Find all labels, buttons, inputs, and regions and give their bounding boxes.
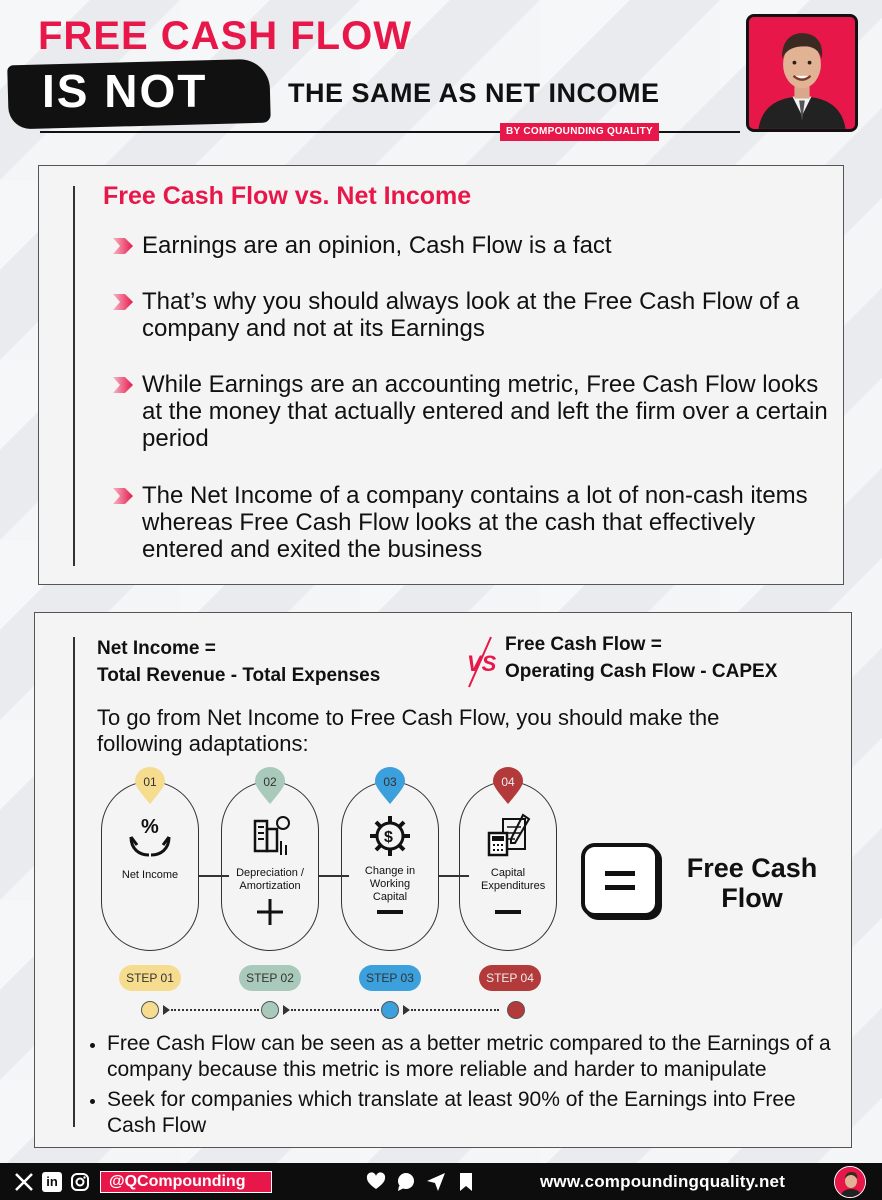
- step-number: 04: [501, 775, 515, 789]
- author-portrait-icon: [835, 1167, 866, 1198]
- byline-badge: BY COMPOUNDING QUALITY: [500, 123, 659, 141]
- percent-hands-icon: [127, 813, 173, 859]
- adaptation-section: [34, 612, 852, 1148]
- section-accent-line: [73, 637, 75, 1127]
- list-item-text: While Earnings are an accounting metric, Free Cash Flow looks at the money that actually entered and left the firm over a certain period: [142, 371, 828, 452]
- svg-text:$: $: [384, 829, 393, 846]
- step-label: Change in Working Capital: [364, 865, 416, 903]
- step-pill: STEP 01: [119, 965, 181, 991]
- section-accent-line: [73, 186, 75, 566]
- step-label: Capital Expenditures: [481, 867, 546, 892]
- social-handle[interactable]: @QCompounding: [100, 1171, 272, 1193]
- step-label: Depreciation / Amortization: [236, 867, 304, 892]
- svg-text:%: %: [141, 816, 159, 838]
- x-twitter-icon[interactable]: [14, 1172, 34, 1192]
- equals-bar: [605, 885, 635, 890]
- timeline-dot: [507, 1001, 525, 1019]
- timeline-arrow: [283, 1005, 290, 1015]
- equals-icon: [581, 843, 659, 917]
- title-highlight: IS NOT: [42, 65, 208, 117]
- step-label: Net Income: [121, 869, 179, 881]
- arrow-bullet-icon: [113, 294, 133, 310]
- list-item: [113, 371, 833, 452]
- list-item-text: Earnings are an opinion, Cash Flow is a fact: [142, 232, 612, 259]
- calculator-document-icon: [485, 813, 531, 859]
- section-title: Free Cash Flow vs. Net Income: [103, 182, 472, 210]
- equals-bar: [605, 871, 635, 876]
- vs-label: VS: [467, 651, 497, 676]
- step-pill: STEP 03: [359, 965, 421, 991]
- free-cash-flow-formula: [505, 631, 777, 685]
- timeline-line: [411, 1009, 499, 1011]
- instagram-icon[interactable]: [70, 1172, 90, 1192]
- arrow-bullet-icon: [113, 377, 133, 393]
- list-item: [113, 288, 833, 342]
- step-pill: STEP 04: [479, 965, 541, 991]
- conclusion-list: [85, 1031, 845, 1143]
- plus-icon: [255, 897, 285, 927]
- arrow-bullet-icon: [113, 488, 133, 504]
- intro-text: To go from Net Income to Free Cash Flow, you should make the following adaptations:: [97, 705, 720, 756]
- step-pill: STEP 02: [239, 965, 301, 991]
- dollar-gear-icon: [367, 813, 413, 859]
- list-item: Free Cash Flow can be seen as a better metric compared to the Earnings of a company because this metric is more reliable and harder to manipulate: [85, 1031, 845, 1083]
- vs-icon: [461, 635, 507, 689]
- formula-body: Operating Cash Flow - CAPEX: [505, 661, 778, 682]
- step-number: 03: [383, 775, 397, 789]
- timeline-arrow: [403, 1005, 410, 1015]
- list-item: Seek for companies which translate at least 90% of the Earnings into Free Cash Flow: [85, 1087, 845, 1139]
- send-icon[interactable]: [426, 1172, 446, 1192]
- footer-avatar: [834, 1166, 866, 1198]
- timeline-arrow: [163, 1005, 170, 1015]
- timeline-dot: [141, 1001, 159, 1019]
- formula-heading: Free Cash Flow =: [505, 634, 662, 655]
- list-item-text: The Net Income of a company contains a lot of non-cash items whereas Free Cash Flow looks at the cash that effectively entered and exited the business: [142, 482, 808, 563]
- timeline-dot: [381, 1001, 399, 1019]
- step-number: 01: [143, 775, 157, 789]
- minus-icon: [493, 897, 523, 927]
- net-income-formula: [97, 635, 380, 689]
- title-line-2: THE SAME AS NET INCOME: [288, 78, 660, 108]
- linkedin-icon[interactable]: in: [42, 1172, 62, 1192]
- step-number: 02: [263, 775, 277, 789]
- formula-heading: Net Income =: [97, 638, 216, 659]
- timeline-line: [291, 1009, 379, 1011]
- comparison-section: [38, 165, 844, 585]
- title-line-1: FREE CASH FLOW: [38, 14, 412, 58]
- heart-icon[interactable]: [366, 1172, 386, 1192]
- step-card: [101, 781, 199, 951]
- author-avatar: [746, 14, 858, 132]
- website-link[interactable]: www.compoundingquality.net: [540, 1172, 786, 1191]
- footer-bar: [0, 1163, 882, 1200]
- result-label: Free Cash Flow: [686, 853, 818, 913]
- list-item: [113, 482, 833, 563]
- list-item-text: That’s why you should always look at the Free Cash Flow of a company and not at its Earnings: [142, 288, 800, 342]
- building-chart-icon: [247, 813, 293, 859]
- comment-icon[interactable]: [396, 1172, 416, 1192]
- formula-body: Total Revenue - Total Expenses: [97, 665, 381, 686]
- timeline-dot: [261, 1001, 279, 1019]
- minus-icon: [375, 897, 405, 927]
- timeline-line: [171, 1009, 259, 1011]
- arrow-bullet-icon: [113, 238, 133, 254]
- author-portrait-icon: [749, 17, 855, 129]
- bookmark-icon[interactable]: [456, 1172, 476, 1192]
- list-item: [113, 232, 813, 259]
